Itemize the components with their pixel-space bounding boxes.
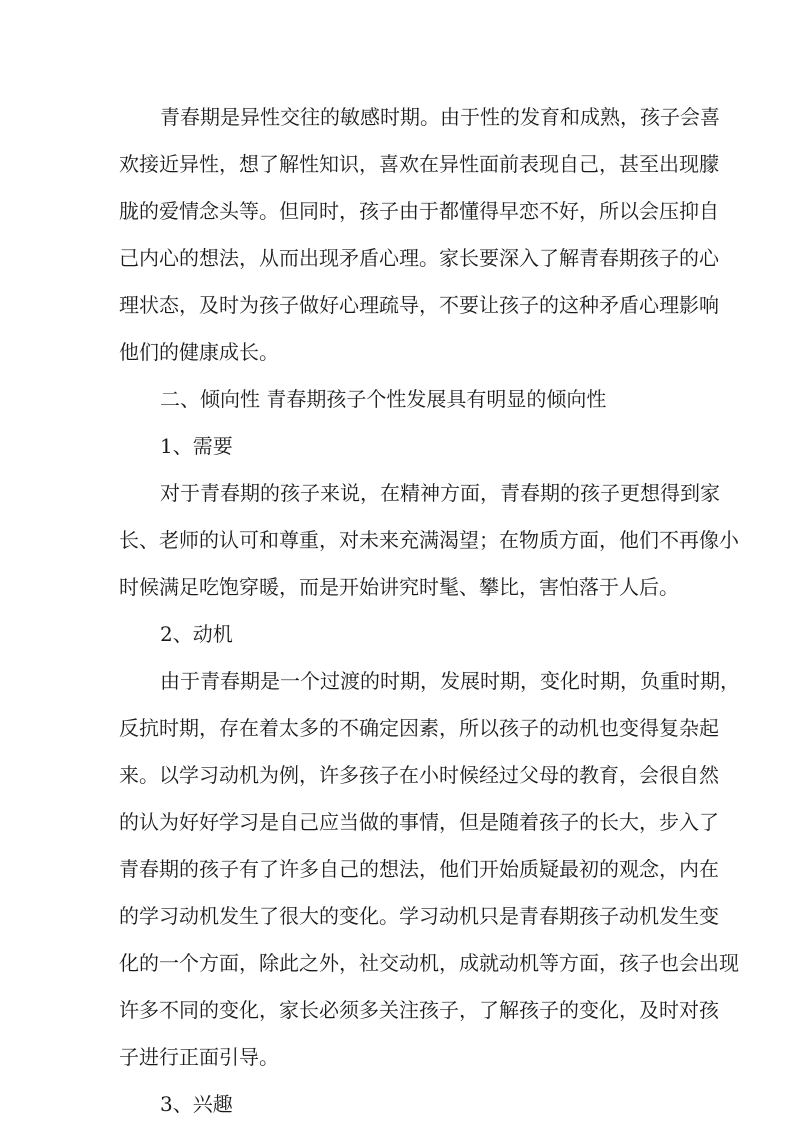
paragraph-2-line-2: 长、老师的认可和尊重，对未来充满渴望；在物质方面，他们不再像小 [119, 528, 739, 552]
paragraph-1-line-5: 理状态，及时为孩子做好心理疏导，不要让孩子的这种矛盾心理影响 [119, 293, 719, 317]
paragraph-3-line-9: 子进行正面引导。 [119, 1045, 279, 1069]
paragraph-3-line-5: 青春期的孩子有了许多自己的想法，他们开始质疑最初的观念，内在 [119, 857, 719, 881]
paragraph-1-line-1: 青春期是异性交往的敏感时期。由于性的发育和成熟，孩子会喜 [160, 105, 720, 129]
subheading-2: 2、动机 [160, 622, 233, 646]
paragraph-1-line-6: 他们的健康成长。 [119, 340, 279, 364]
paragraph-1-line-4: 己内心的想法，从而出现矛盾心理。家长要深入了解青春期孩子的心 [119, 246, 719, 270]
paragraph-1-line-3: 胧的爱情念头等。但同时，孩子由于都懂得早恋不好，所以会压抑自 [119, 199, 719, 223]
subheading-3: 3、兴趣 [160, 1092, 233, 1116]
paragraph-3-line-4: 的认为好好学习是自己应当做的事情，但是随着孩子的长大，步入了 [119, 810, 719, 834]
paragraph-3-line-3: 来。以学习动机为例，许多孩子在小时候经过父母的教育，会很自然 [119, 763, 719, 787]
paragraph-2-line-1: 对于青春期的孩子来说，在精神方面，青春期的孩子更想得到家 [160, 481, 720, 505]
paragraph-2-line-3: 时候满足吃饱穿暖，而是开始讲究时髦、攀比，害怕落于人后。 [119, 575, 679, 599]
paragraph-3-line-6: 的学习动机发生了很大的变化。学习动机只是青春期孩子动机发生变 [119, 904, 719, 928]
paragraph-3-line-8: 许多不同的变化，家长必须多关注孩子，了解孩子的变化，及时对孩 [119, 998, 719, 1022]
section-heading: 二、倾向性 青春期孩子个性发展具有明显的倾向性 [160, 387, 607, 411]
paragraph-3-line-1: 由于青春期是一个过渡的时期，发展时期，变化时期，负重时期， [160, 669, 740, 693]
paragraph-3-line-7: 化的一个方面，除此之外，社交动机，成就动机等方面，孩子也会出现 [119, 951, 739, 975]
paragraph-3-line-2: 反抗时期，存在着太多的不确定因素，所以孩子的动机也变得复杂起 [119, 716, 719, 740]
paragraph-1-line-2: 欢接近异性，想了解性知识，喜欢在异性面前表现自己，甚至出现朦 [119, 152, 719, 176]
subheading-1: 1、需要 [160, 434, 233, 458]
